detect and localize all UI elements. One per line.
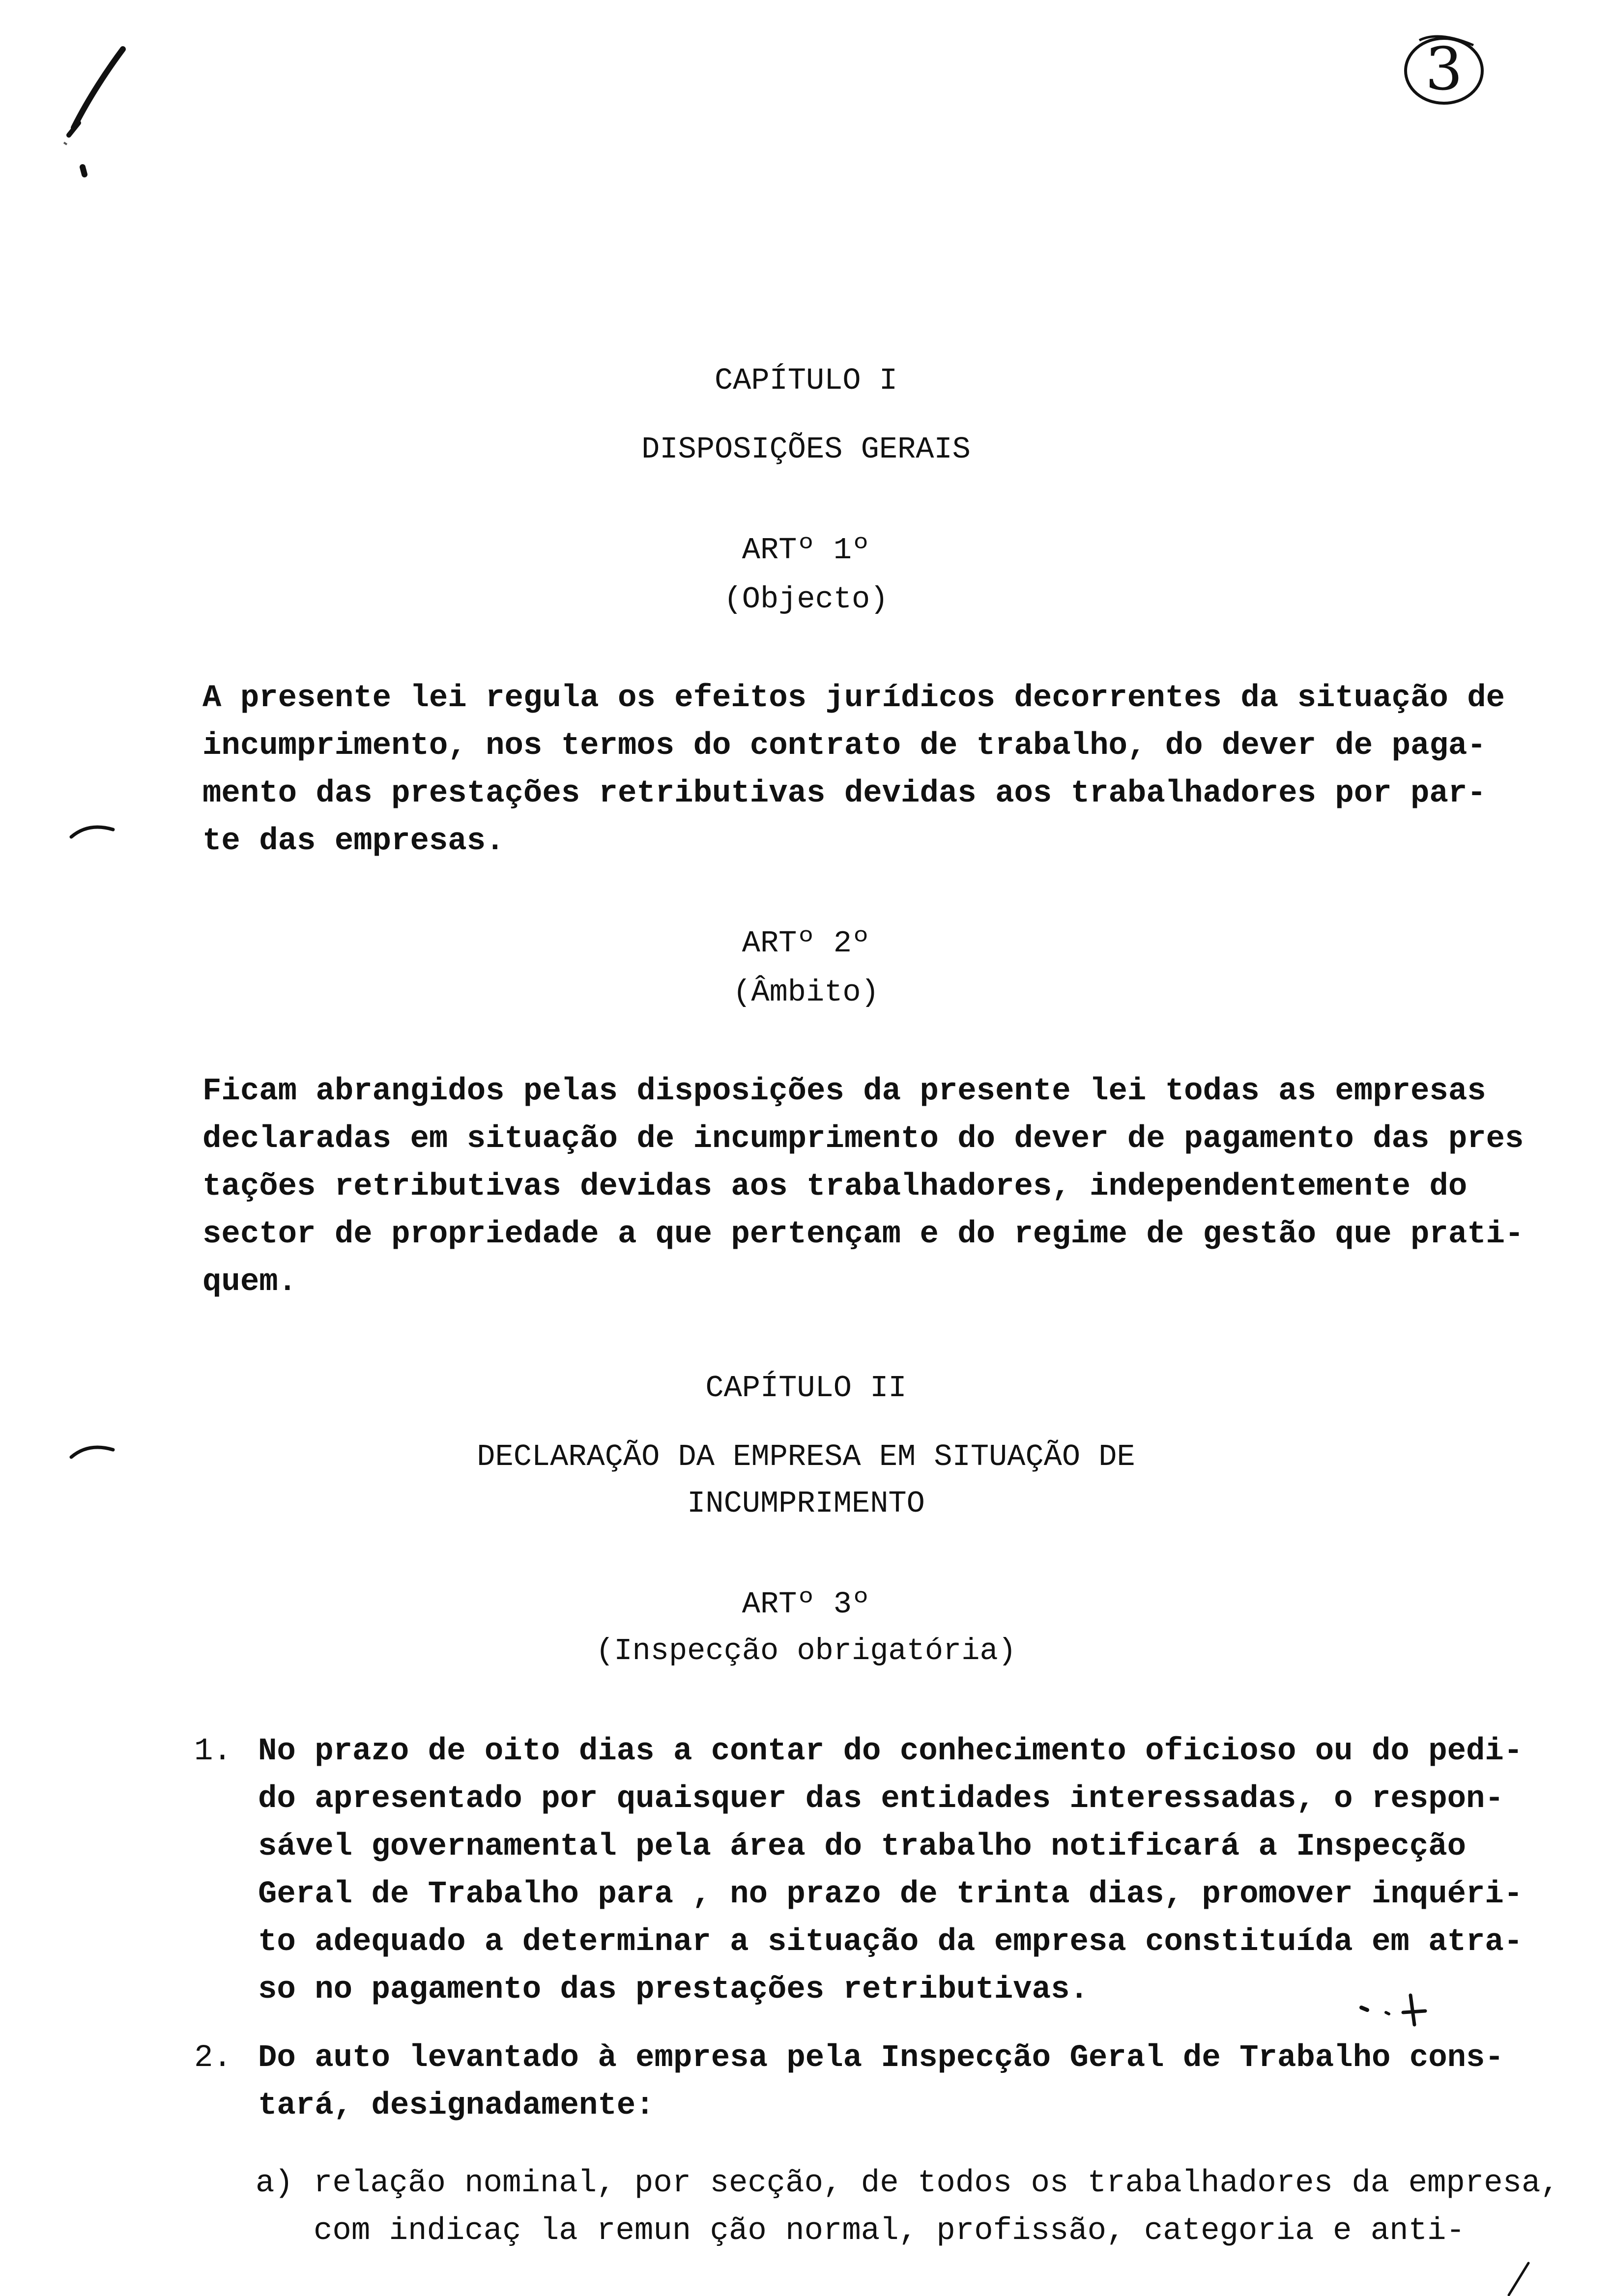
text-line: relação nominal, por secção, de todos os trabalhadores da empresa, [314,2166,1559,2201]
list-number: 2. [194,2040,232,2076]
article-label: ARTº 2º [742,926,870,961]
text-line: do apresentado por quaisquer das entidades interessadas, o respon- [258,1781,1504,1817]
chapter-subtitle: DISPOSIÇÕES GERAIS [641,432,971,467]
text-line: tará, designadamente: [258,2088,655,2124]
text-line: Geral de Trabalho para , no prazo de trinta dias, promover inquéri- [258,1877,1523,1912]
text-line: Ficam abrangidos pelas disposições da presente lei todas as empresas [202,1074,1486,1109]
text-line: A presente lei regula os efeitos jurídicos decorrentes da situação de [202,681,1505,716]
text-line: mento das prestações retributivas devidas aos trabalhadores por par- [202,776,1486,811]
text-line: com indicaç la remun ção normal, profissão, categoria e anti- [314,2213,1465,2249]
text-line: declaradas em situação de incumprimento do dever de pagamento das pres [202,1121,1524,1157]
chapter-subtitle: INCUMPRIMENTO [687,1486,925,1521]
text-line: sector de propriedade a que pertençam e do regime de gestão que prati- [202,1217,1524,1252]
article-heading: (Inspecção obrigatória) [596,1634,1016,1668]
article-text [202,1068,1598,1306]
text-line: te das empresas. [202,824,505,859]
circled-page-number [1400,30,1488,109]
text-line: sável governamental pela área do trabalho notificará a Inspecção [258,1829,1466,1865]
sub-list-letter: a) [256,2166,293,2201]
chapter-title: CAPÍTULO II [705,1371,907,1406]
text-line: Do auto levantado à empresa pela Inspecção Geral de Trabalho cons- [258,2040,1504,2076]
article-heading: (Objecto) [723,582,889,617]
text-line: incumprimento, nos termos do contrato de trabalho, do dever de paga- [202,728,1486,764]
article-label: ARTº 3º [742,1587,870,1622]
article-text [202,675,1598,865]
stray-ink-mark [1356,1985,1435,2030]
bottom-pen-mark [1499,2261,1538,2296]
text-line: so no pagamento das prestações retributivas. [258,1972,1089,2008]
text-line: to adequado a determinar a situação da empresa constituída em atra- [258,1924,1523,1960]
chapter-subtitle: DECLARAÇÃO DA EMPRESA EM SITUAÇÃO DE [477,1439,1135,1474]
chapter-title: CAPÍTULO I [714,363,898,398]
text-line: tações retributivas devidas aos trabalhadores, independentemente do [202,1169,1468,1205]
pen-scribble-mark [49,39,138,187]
article-heading: (Âmbito) [733,975,879,1010]
list-number: 1. [194,1734,232,1769]
margin-arc-mark [69,820,118,839]
text-line: quem. [202,1264,297,1300]
article-label: ARTº 1º [742,533,870,568]
text-line: No prazo de oito dias a contar do conhecimento oficioso ou do pedi- [258,1734,1523,1769]
page-number: 3 [1425,35,1463,104]
